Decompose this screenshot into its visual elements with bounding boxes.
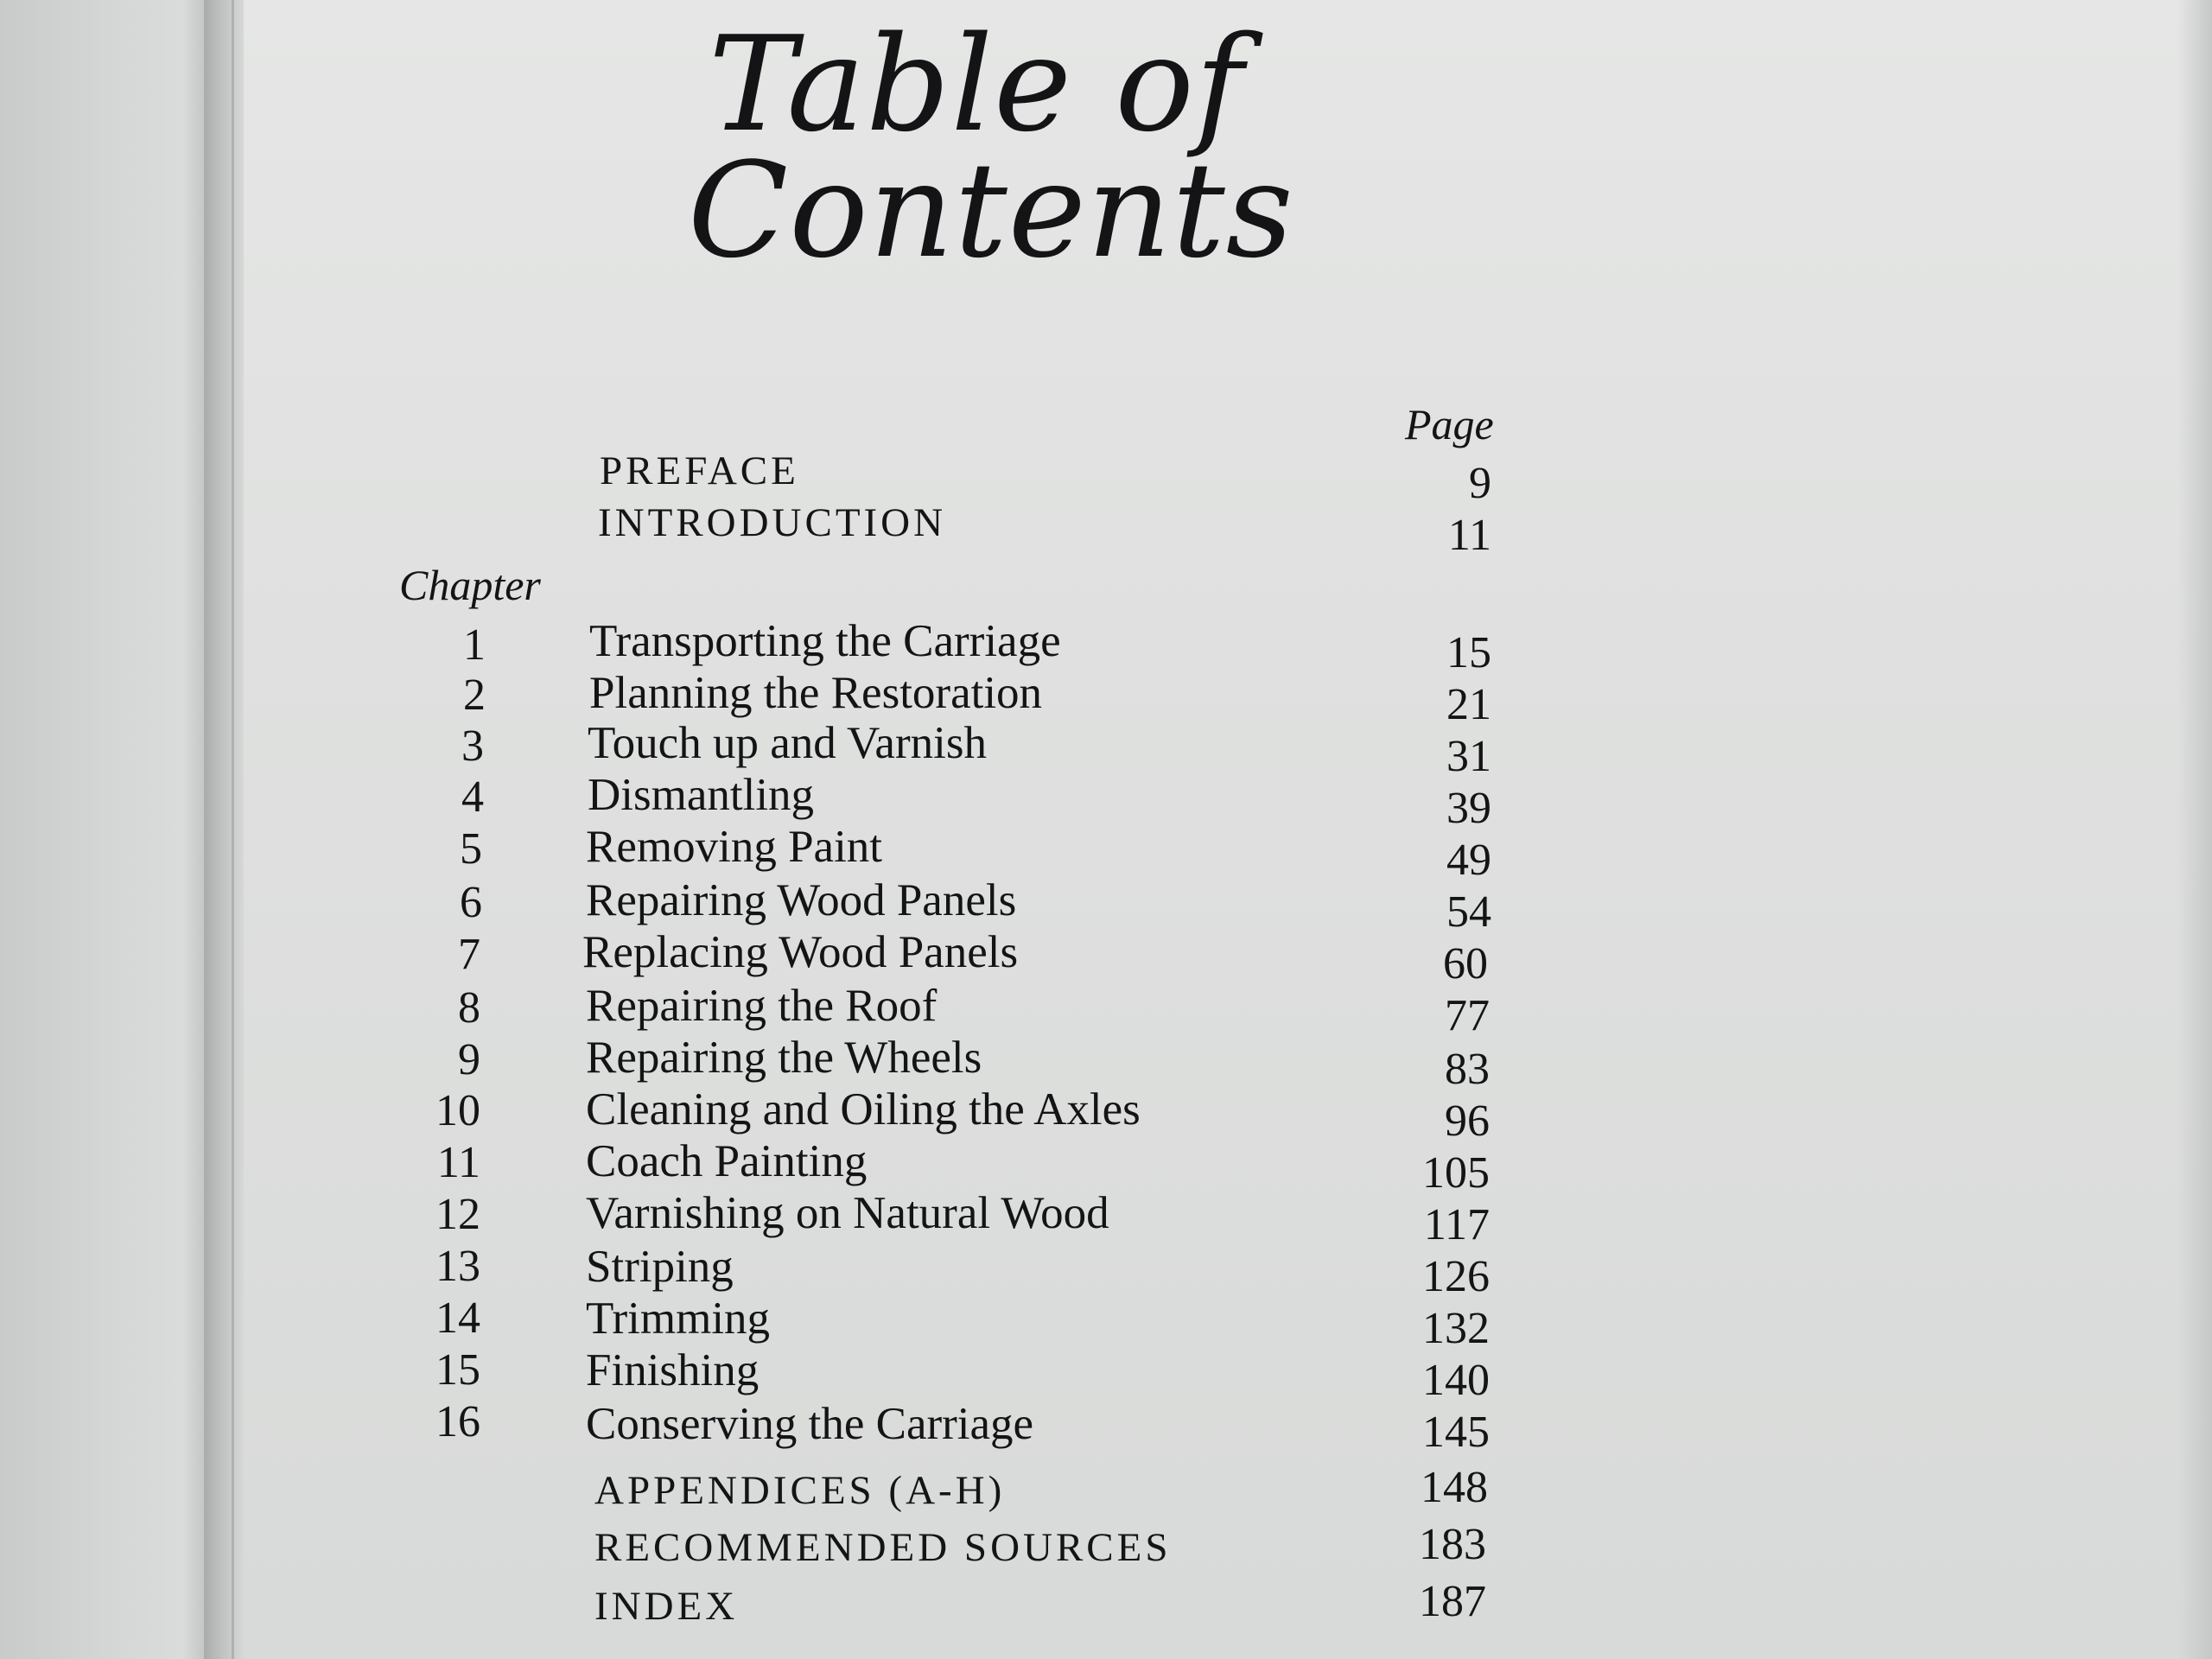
chapter-page: 105 bbox=[1422, 1148, 1490, 1198]
chapter-number: 15 bbox=[435, 1345, 480, 1395]
chapter-page: 15 bbox=[1446, 628, 1491, 677]
chapter-number: 5 bbox=[460, 824, 482, 874]
chapter-title[interactable]: Touch up and Varnish bbox=[588, 718, 987, 768]
chapter-page: 96 bbox=[1445, 1096, 1490, 1146]
toc-entry-index[interactable]: INDEX bbox=[594, 1584, 739, 1629]
chapter-title[interactable]: Repairing Wood Panels bbox=[586, 875, 1017, 925]
chapter-title[interactable]: Finishing bbox=[586, 1345, 760, 1395]
gutter-shadow-line bbox=[232, 0, 234, 1659]
chapter-page: 54 bbox=[1446, 887, 1491, 937]
chapter-number: 16 bbox=[435, 1397, 480, 1446]
chapter-title[interactable]: Replacing Wood Panels bbox=[582, 927, 1019, 977]
chapter-page: 126 bbox=[1422, 1252, 1490, 1301]
toc-entry-appendices[interactable]: APPENDICES (A-H) bbox=[594, 1468, 1006, 1513]
chapter-title[interactable]: Striping bbox=[586, 1242, 734, 1292]
chapter-page: 145 bbox=[1422, 1408, 1490, 1457]
chapter-page: 39 bbox=[1446, 784, 1491, 833]
title-line-1: Table of bbox=[709, 8, 1245, 161]
title-line-2: Contents bbox=[688, 134, 1294, 287]
chapter-title[interactable]: Planning the Restoration bbox=[589, 668, 1043, 718]
chapter-number: 6 bbox=[460, 878, 482, 927]
toc-page-introduction: 11 bbox=[1447, 511, 1491, 560]
chapter-title[interactable]: Transporting the Carriage bbox=[589, 616, 1061, 666]
chapter-page: 21 bbox=[1446, 680, 1491, 729]
chapter-number: 7 bbox=[458, 930, 480, 979]
chapter-number: 11 bbox=[436, 1138, 480, 1187]
chapter-page: 132 bbox=[1422, 1304, 1490, 1353]
chapter-page: 83 bbox=[1445, 1045, 1490, 1094]
chapter-title[interactable]: Conserving the Carriage bbox=[586, 1399, 1034, 1449]
chapter-number: 1 bbox=[463, 620, 486, 670]
left-page bbox=[0, 0, 207, 1659]
chapter-page: 49 bbox=[1446, 836, 1491, 885]
chapter-page: 77 bbox=[1445, 991, 1490, 1040]
chapter-page: 60 bbox=[1443, 939, 1488, 988]
toc-page-recommended-sources: 183 bbox=[1419, 1520, 1486, 1569]
chapter-title[interactable]: Cleaning and Oiling the Axles bbox=[586, 1084, 1141, 1135]
chapter-number: 9 bbox=[458, 1035, 480, 1084]
chapter-number: 4 bbox=[461, 772, 484, 822]
page-column-header: Page bbox=[1405, 400, 1494, 448]
chapter-title[interactable]: Dismantling bbox=[588, 770, 815, 820]
chapter-title[interactable]: Repairing the Wheels bbox=[586, 1033, 982, 1083]
chapter-number: 12 bbox=[435, 1190, 480, 1239]
chapter-page: 31 bbox=[1446, 732, 1491, 781]
toc-entry-preface[interactable]: PREFACE bbox=[600, 448, 799, 493]
chapter-number: 10 bbox=[435, 1086, 480, 1135]
chapter-number: 8 bbox=[458, 983, 480, 1033]
chapter-number: 2 bbox=[463, 671, 486, 720]
toc-page-index: 187 bbox=[1419, 1577, 1486, 1626]
chapter-number: 13 bbox=[435, 1242, 480, 1291]
chapter-column-header: Chapter bbox=[399, 561, 541, 609]
chapter-page: 140 bbox=[1422, 1356, 1490, 1405]
chapter-title[interactable]: Varnishing on Natural Wood bbox=[586, 1188, 1109, 1238]
chapter-number: 3 bbox=[461, 721, 484, 771]
chapter-title[interactable]: Removing Paint bbox=[586, 822, 883, 872]
page-edge-shadow bbox=[2177, 0, 2212, 1659]
chapter-title[interactable]: Trimming bbox=[586, 1294, 771, 1344]
toc-page-appendices: 148 bbox=[1421, 1463, 1488, 1512]
chapter-title[interactable]: Coach Painting bbox=[586, 1136, 868, 1186]
book-gutter bbox=[204, 0, 244, 1659]
chapter-page: 117 bbox=[1423, 1200, 1490, 1249]
toc-page-preface: 9 bbox=[1469, 459, 1491, 508]
chapter-title[interactable]: Repairing the Roof bbox=[586, 981, 938, 1031]
chapter-number: 14 bbox=[435, 1294, 480, 1343]
toc-entry-recommended-sources[interactable]: RECOMMENDED SOURCES bbox=[594, 1525, 1172, 1570]
toc-entry-introduction[interactable]: INTRODUCTION bbox=[598, 500, 947, 545]
